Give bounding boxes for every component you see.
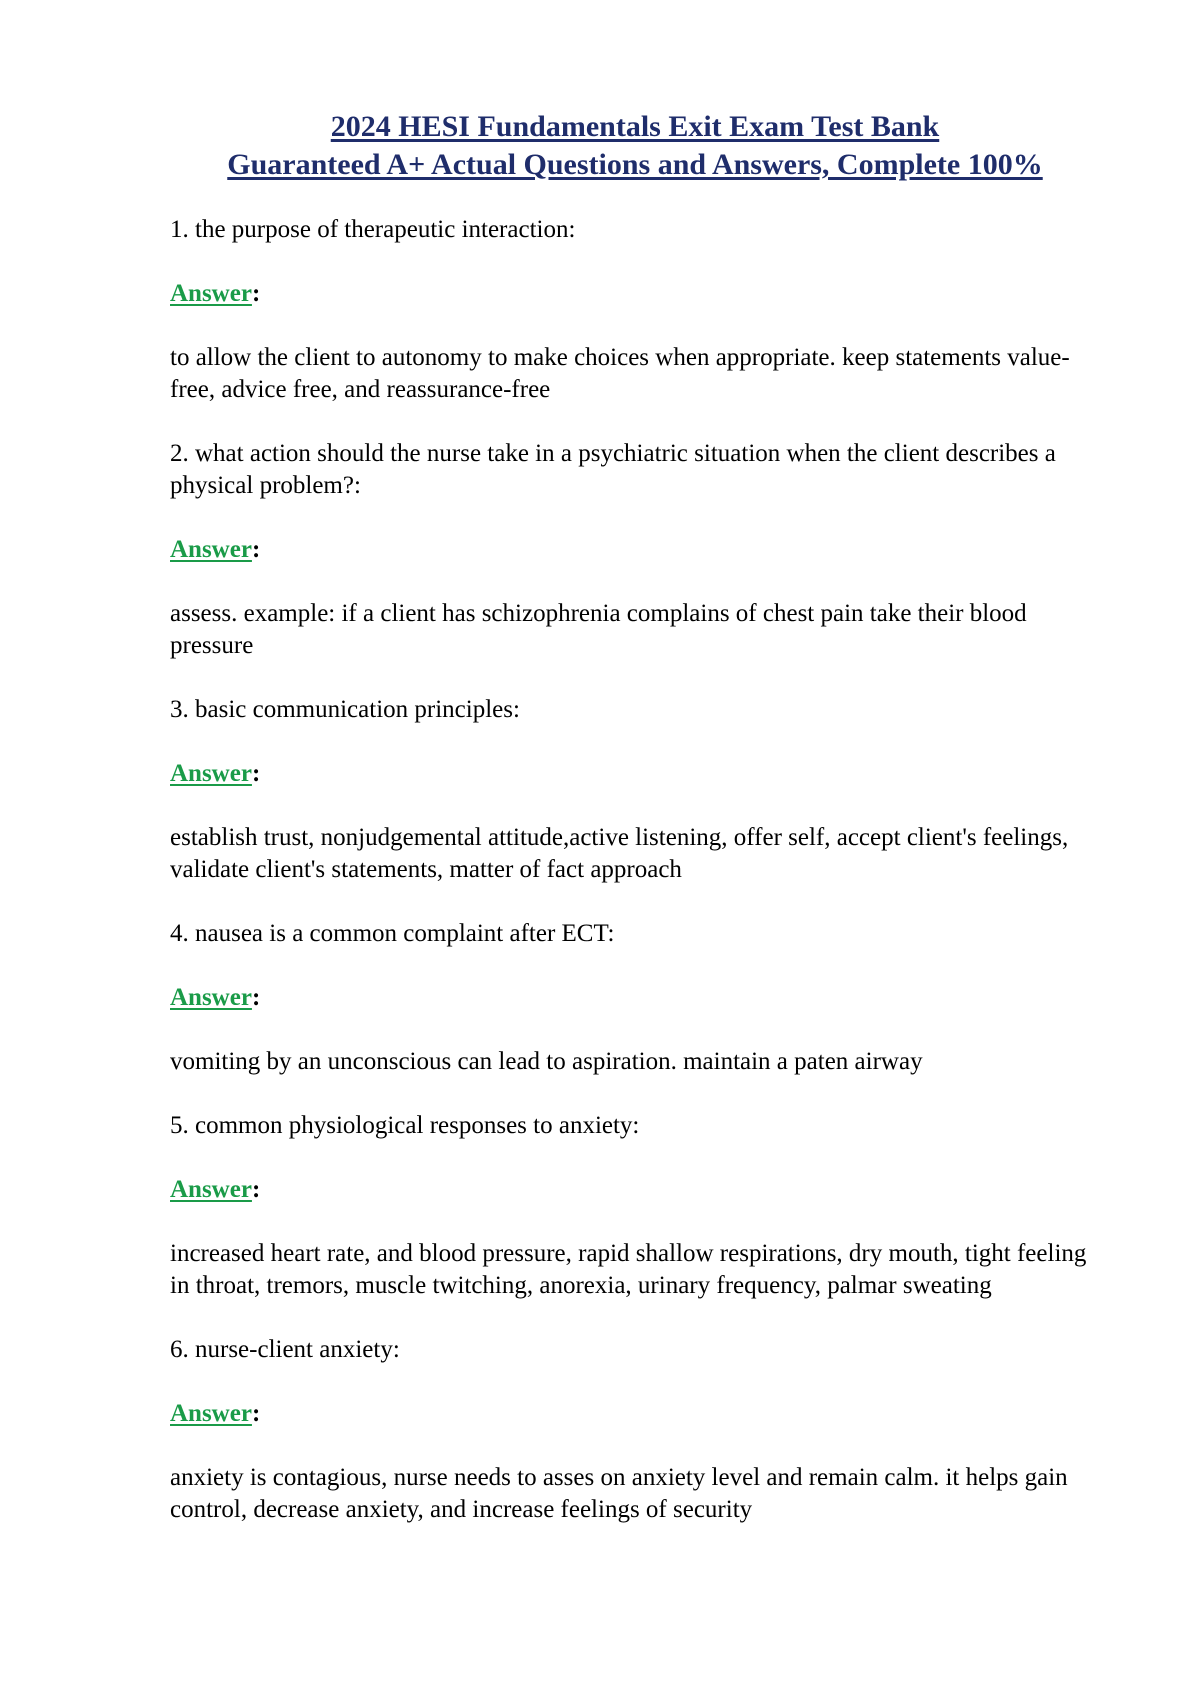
- answer-label-word: Answer: [170, 984, 252, 1011]
- answer-label-colon: :: [251, 280, 261, 307]
- answer-label-word: Answer: [170, 760, 252, 787]
- answer-label-word: Answer: [170, 536, 252, 563]
- title-line-2: Guaranteed A+ Actual Questions and Answers, Complete 100%: [227, 148, 1043, 181]
- answer-text: assess. example: if a client has schizophrenia complains of chest pain take their blood pressure: [170, 600, 1027, 659]
- answer-text: increased heart rate, and blood pressure, rapid shallow respirations, dry mouth, tight feeling in throat, tremors, muscle twitching, anorexia, urinary frequency, palmar sweating: [170, 1240, 1087, 1299]
- answer-label: [170, 1398, 1100, 1430]
- qa-item-3: [170, 694, 1100, 886]
- document-title: [170, 108, 1100, 184]
- qa-item-1: [170, 214, 1100, 406]
- answer-label-colon: :: [251, 1400, 261, 1427]
- title-line-1: 2024 HESI Fundamentals Exit Exam Test Bank: [330, 110, 940, 143]
- qa-item-2: [170, 438, 1100, 662]
- answer-label-word: Answer: [170, 1400, 252, 1427]
- question-text: 6. nurse-client anxiety:: [170, 1336, 400, 1363]
- answer-label-colon: :: [251, 760, 261, 787]
- qa-item-4: [170, 918, 1100, 1078]
- answer-label-colon: :: [251, 1176, 261, 1203]
- answer-label: [170, 534, 1100, 566]
- answer-text: establish trust, nonjudgemental attitude,active listening, offer self, accept client's feelings, validate client's statements, matter of fact approach: [170, 824, 1069, 883]
- question-text: 2. what action should the nurse take in a psychiatric situation when the client describes a physical problem?:: [170, 440, 1056, 499]
- answer-text: vomiting by an unconscious can lead to aspiration. maintain a paten airway: [170, 1048, 923, 1075]
- document-page: [170, 108, 1100, 1526]
- qa-list: [170, 214, 1100, 1526]
- qa-item-6: [170, 1334, 1100, 1526]
- answer-label-colon: :: [251, 984, 261, 1011]
- answer-label-colon: :: [251, 536, 261, 563]
- answer-label: [170, 982, 1100, 1014]
- question-text: 4. nausea is a common complaint after ECT:: [170, 920, 615, 947]
- answer-text: to allow the client to autonomy to make choices when appropriate. keep statements value-free, advice free, and reassurance-free: [170, 344, 1070, 403]
- answer-text: anxiety is contagious, nurse needs to asses on anxiety level and remain calm. it helps gain control, decrease anxiety, and increase feelings of security: [170, 1464, 1068, 1523]
- question-text: 3. basic communication principles:: [170, 696, 520, 723]
- question-text: 1. the purpose of therapeutic interaction:: [170, 216, 576, 243]
- answer-label: [170, 1174, 1100, 1206]
- answer-label: [170, 758, 1100, 790]
- answer-label: [170, 278, 1100, 310]
- qa-item-5: [170, 1110, 1100, 1302]
- question-text: 5. common physiological responses to anxiety:: [170, 1112, 640, 1139]
- answer-label-word: Answer: [170, 1176, 252, 1203]
- answer-label-word: Answer: [170, 280, 252, 307]
